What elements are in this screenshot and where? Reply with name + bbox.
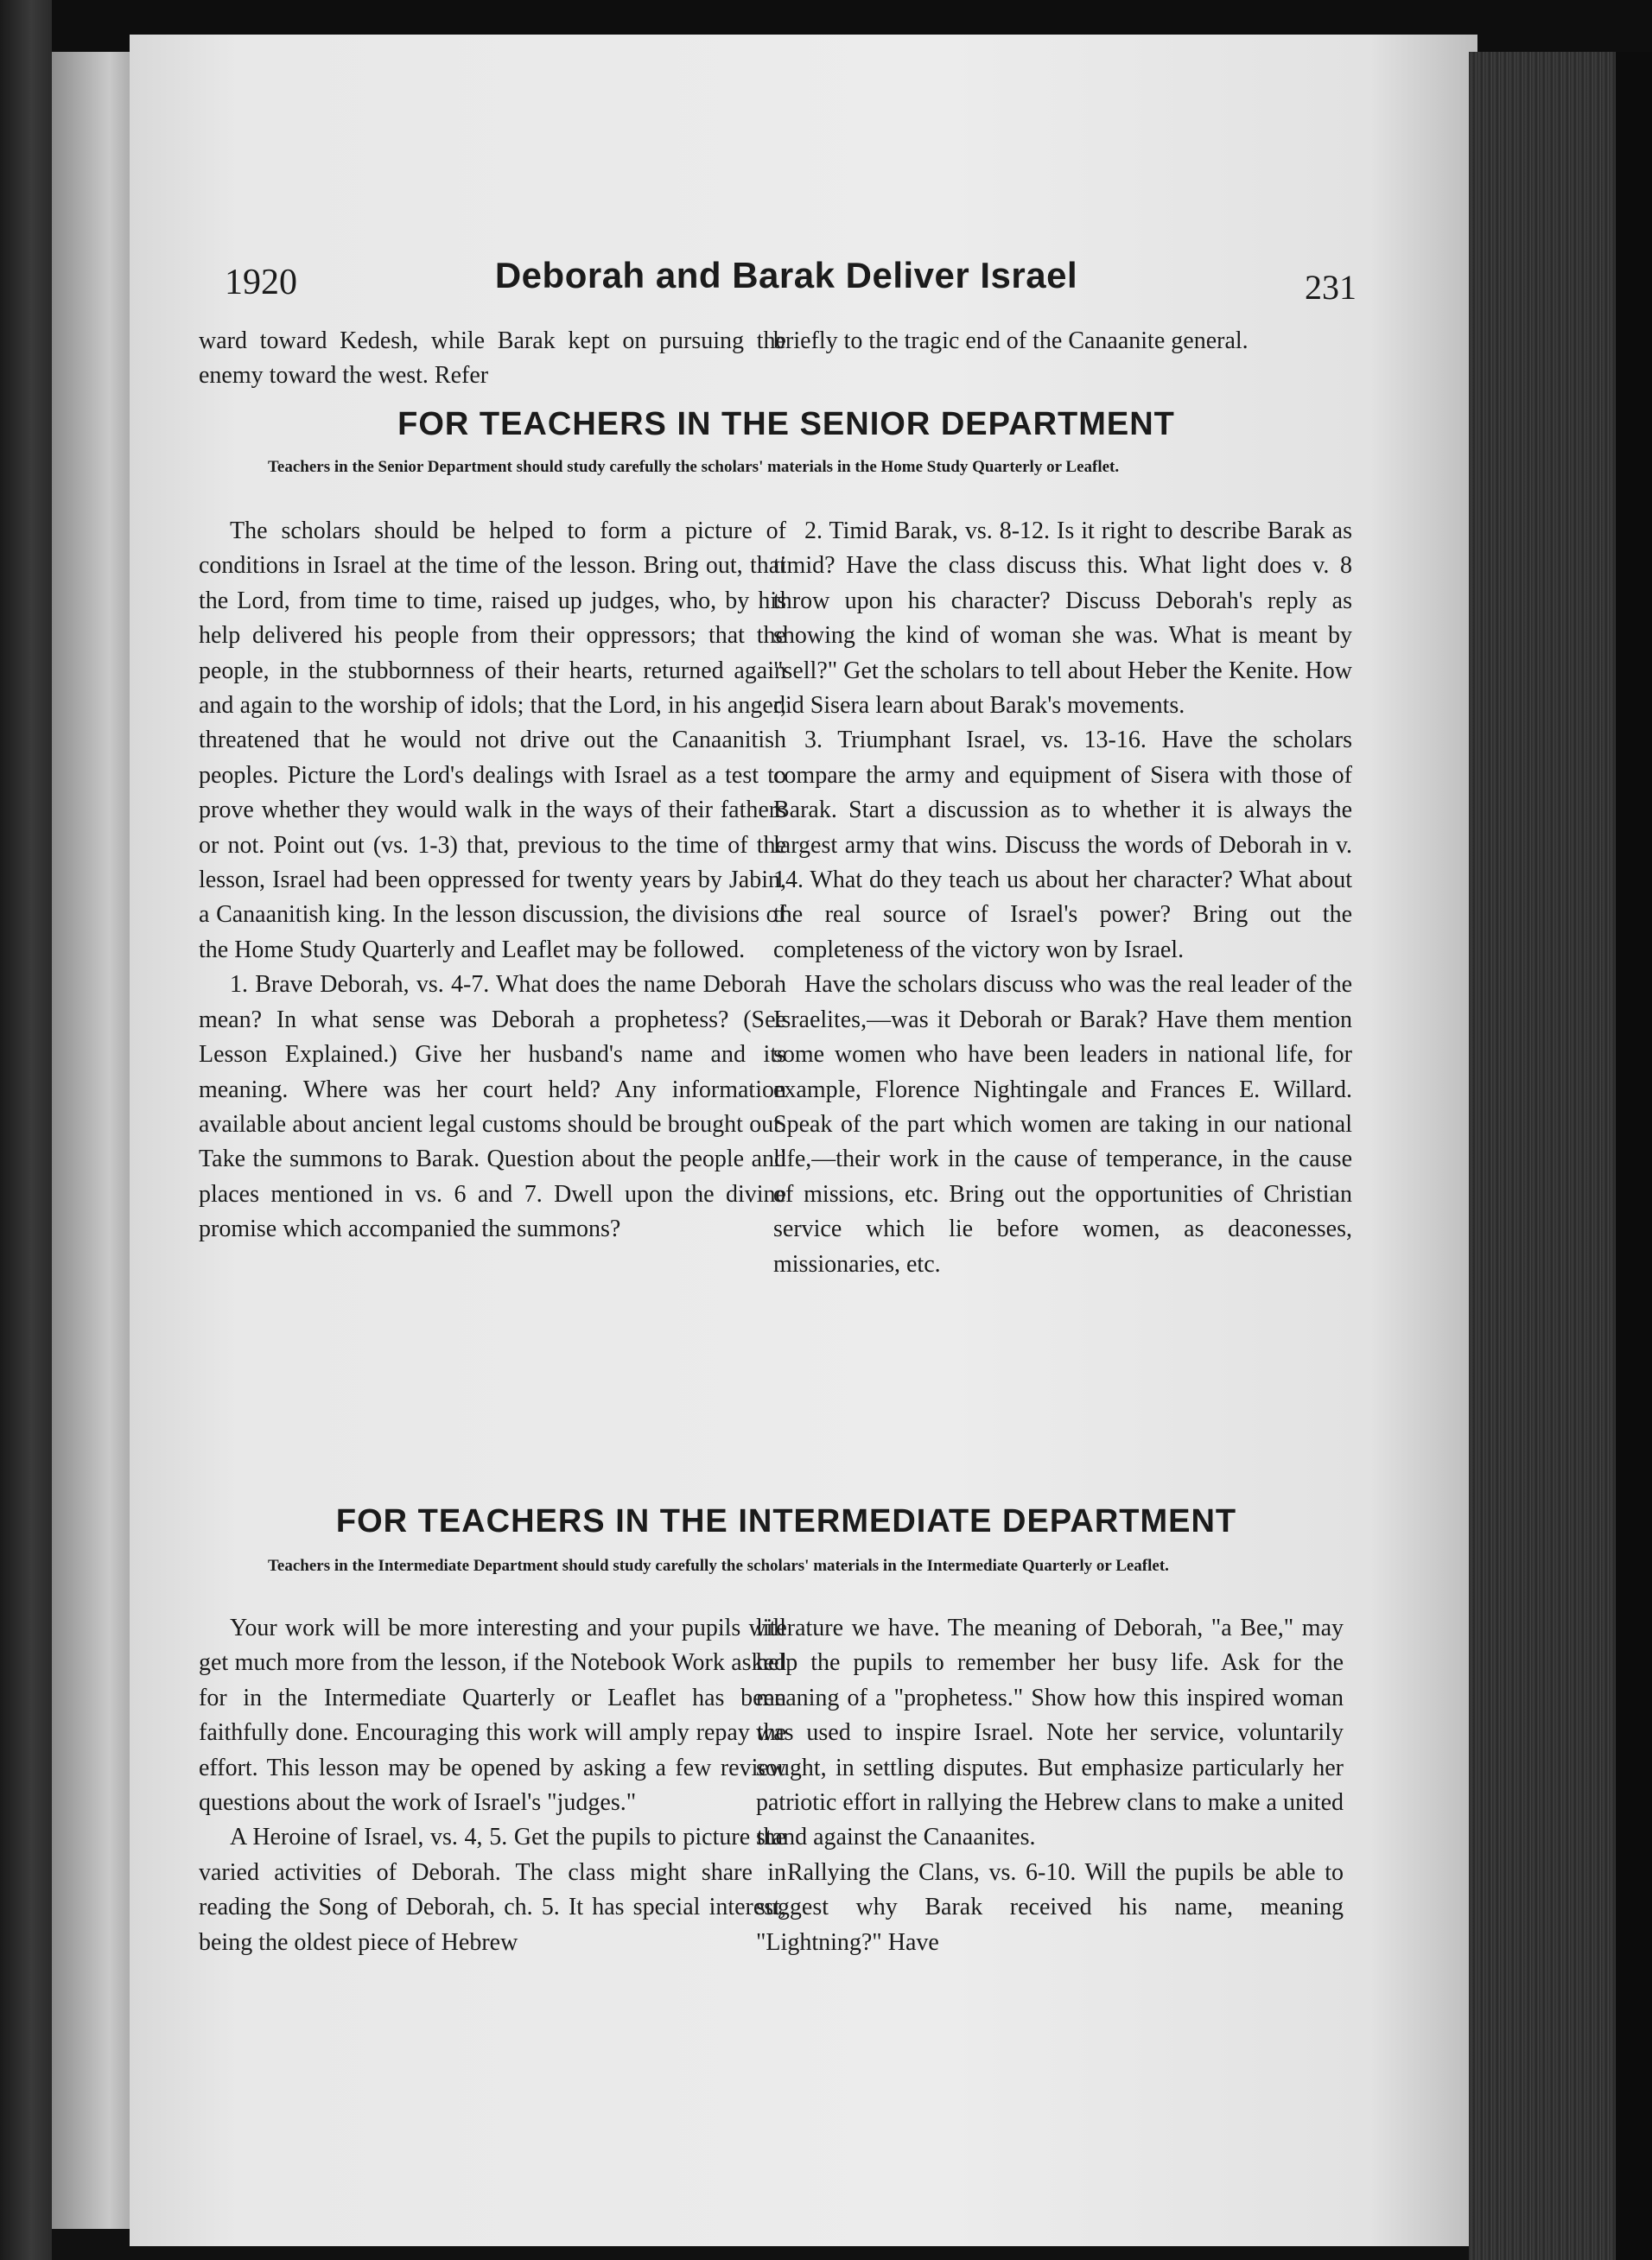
intermediate-left-column: [199, 1611, 786, 1960]
senior-right-column: [773, 514, 1352, 1282]
senior-left-column: [199, 514, 786, 1247]
running-head: [199, 255, 1374, 315]
continuation-left: [199, 324, 786, 394]
senior-note: Teachers in the Senior Department should study carefully the scholars' materials in the Home Study Quarterly or Leaflet.: [268, 458, 1120, 476]
intermediate-note: Teachers in the Intermediate Department should study carefully the scholars' materials in the Intermediate Quarterly or Leaflet.: [268, 1557, 1169, 1575]
paragraph: 2. Timid Barak, vs. 8-12. Is it right to describe Barak as timid? Have the class discuss this. What light does v. 8 throw upon his character? Discuss Deborah's reply as showing the kind of woman she was. What is meant by "sell?" Get the scholars to tell about Heber the Kenite. How did Sisera learn about Barak's movements.: [773, 517, 1352, 720]
header-year: 1920: [225, 263, 297, 302]
book-page: [130, 35, 1477, 2246]
paragraph: 3. Triumphant Israel, vs. 13-16. Have the scholars compare the army and equipment of Sisera with those of Barak. Start a discussion as to whether it is always the largest army that wins. Discuss the words of Deborah in v. 14. What do they teach us about her character? What about the real source of Israel's power? Bring out the completeness of the victory won by Israel.: [773, 727, 1352, 963]
paragraph: briefly to the tragic end of the Canaanite general.: [773, 327, 1249, 354]
page-number: 231: [1305, 268, 1357, 307]
paragraph: ward toward Kedesh, while Barak kept on pursuing the enemy toward the west. Refer: [199, 327, 786, 390]
paragraph: 1. Brave Deborah, vs. 4-7. What does the name Deborah mean? In what sense was Deborah a prophetess? (See Lesson Explained.) Give her husband's name and its meaning. Where was her court held? Any information available about ancient legal customs should be brought out. Take the summons to Barak. Question about the people and places mentioned in vs. 6 and 7. Dwell upon the divine promise which accompanied the summons?: [199, 971, 786, 1243]
paragraph: Your work will be more interesting and your pupils will get much more from the lesson, if the Notebook Work asked for in the Intermediate Quarterly or Leaflet has been faithfully done. Encouraging this work will amply repay the effort. This lesson may be opened by asking a few review questions about the work of Israel's "judges.": [199, 1615, 786, 1817]
page-title: Deborah and Barak Deliver Israel: [494, 255, 1078, 295]
paragraph: Rallying the Clans, vs. 6-10. Will the pupils be able to suggest why Barak received his name, meaning "Lightning?" Have: [756, 1858, 1344, 1956]
scan-right-border: [1616, 52, 1652, 2260]
paragraph: The scholars should be helped to form a picture of conditions in Israel at the time of the lesson. Bring out, that the Lord, from time to time, raised up judges, who, by his help delivered his people from their oppressors; that the people, in the stubbornness of their hearts, returned again and again to the worship of idols; that the Lord, in his anger, threatened that he would not drive out the Canaanitish peoples. Picture the Lord's dealings with Israel as a test to prove whether they would walk in the ways of their fathers or not. Point out (vs. 1-3) that, previous to the time of the lesson, Israel had been oppressed for twenty years by Jabin, a Canaanitish king. In the lesson discussion, the divisions of the Home Study Quarterly and Leaflet may be followed.: [199, 517, 786, 963]
scan-left-border: [0, 0, 52, 2260]
paragraph: literature we have. The meaning of Deborah, "a Bee," may help the pupils to remember her busy life. Ask for the meaning of a "prophetess." Show how this inspired woman was used to inspire Israel. Note her service, voluntarily sought, in settling disputes. But emphasize particularly her patriotic effort in rallying the Hebrew clans to make a united stand against the Canaanites.: [756, 1615, 1344, 1851]
paragraph: A Heroine of Israel, vs. 4, 5. Get the pupils to picture the varied activities of Deborah. The class might share in reading the Song of Deborah, ch. 5. It has special interest, being the oldest piece of Hebrew: [199, 1824, 786, 1956]
senior-heading: FOR TEACHERS IN THE SENIOR DEPARTMENT: [397, 406, 1175, 442]
intermediate-heading: FOR TEACHERS IN THE INTERMEDIATE DEPARTMENT: [335, 1503, 1237, 1539]
facing-page-edge: [52, 52, 134, 2229]
intermediate-right-column: [756, 1611, 1344, 1960]
paragraph: Have the scholars discuss who was the real leader of the Israelites,—was it Deborah or Barak? Have them mention some women who have been leaders in national life, for example, Florence Nightingale and Frances E. Willard. Speak of the part which women are taking in our national life,—their work in the cause of temperance, in the cause of missions, etc. Bring out the opportunities of Christian service which lie before women, as deaconesses, missionaries, etc.: [773, 971, 1352, 1278]
continuation-right: [773, 324, 1352, 359]
